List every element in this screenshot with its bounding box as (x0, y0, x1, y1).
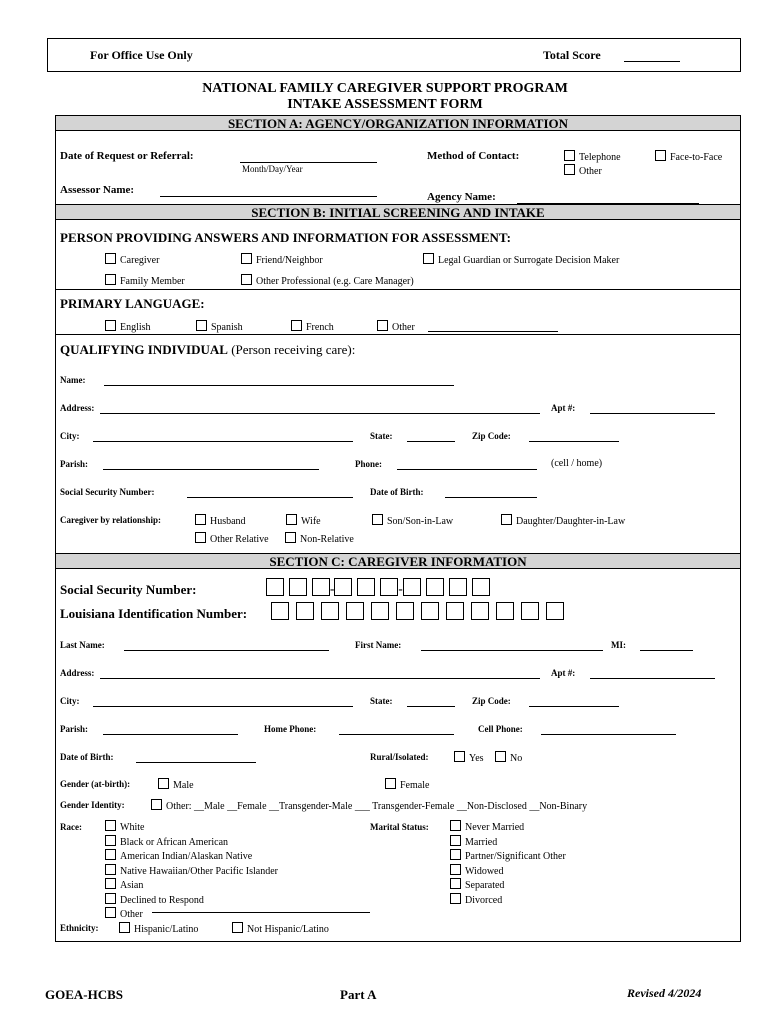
checkbox-icon[interactable] (196, 320, 207, 331)
checkbox-icon[interactable] (501, 514, 512, 525)
opt-family[interactable]: Family Member (105, 274, 185, 287)
checkbox-icon[interactable] (450, 835, 461, 846)
cg-parish-label: Parish: (60, 724, 88, 734)
race-option[interactable]: Declined to Respond (105, 893, 278, 908)
checkbox-icon[interactable] (241, 274, 252, 285)
cg-home-phone-label: Home Phone: (264, 724, 317, 734)
race-option[interactable]: Black or African American (105, 835, 278, 850)
cg-lid-boxes[interactable] (271, 602, 571, 622)
checkbox-icon[interactable] (241, 253, 252, 264)
rel-wife[interactable]: Wife (286, 514, 321, 527)
footer-part: Part A (340, 987, 377, 1002)
cg-home-phone-field[interactable] (339, 734, 454, 735)
marital-option[interactable]: Divorced (450, 893, 566, 908)
checkbox-icon[interactable] (195, 532, 206, 543)
checkbox-icon[interactable] (105, 864, 116, 875)
cg-apt-label: Apt #: (551, 668, 576, 678)
gender-male[interactable]: Male (158, 778, 194, 791)
cg-ssn-label: Social Security Number: (60, 582, 197, 597)
gender-identity-options[interactable]: Other: __Male __Female __Transgender-Male ___ Transgender-Female __Non-Disclosed __Non-Binary (151, 799, 587, 812)
qi-parish-label: Parish: (60, 459, 88, 469)
qi-name-field[interactable] (104, 385, 454, 386)
qi-apt-label: Apt #: (551, 403, 576, 413)
marital-option[interactable]: Partner/Significant Other (450, 849, 566, 864)
checkbox-icon[interactable] (377, 320, 388, 331)
cg-dob-label: Date of Birth: (60, 752, 114, 762)
cg-rural-label: Rural/Isolated: (370, 752, 429, 762)
race-label: Race: (60, 822, 82, 832)
opt-other-professional[interactable]: Other Professional (e.g. Care Manager) (241, 274, 414, 287)
rel-son[interactable]: Son/Son-in-Law (372, 514, 453, 527)
qi-city-field[interactable] (93, 441, 353, 442)
cg-state-label: State: (370, 696, 393, 706)
cg-lid-label: Louisiana Identification Number: (60, 606, 248, 621)
qi-ssn-field[interactable] (187, 497, 353, 498)
rel-daughter[interactable]: Daughter/Daughter-in-Law (501, 514, 625, 527)
qualifying-heading: QUALIFYING INDIVIDUAL (Person receiving care): (60, 342, 356, 357)
qi-name-label: Name: (60, 375, 86, 385)
ethnicity-not-hispanic[interactable]: Not Hispanic/Latino (232, 922, 329, 935)
cg-cell-phone-label: Cell Phone: (478, 724, 523, 734)
qi-address-label: Address: (60, 403, 95, 413)
checkbox-icon[interactable] (105, 835, 116, 846)
lang-other-field[interactable] (428, 331, 558, 332)
cg-state-field[interactable] (407, 706, 455, 707)
section-b-header: SECTION B: INITIAL SCREENING AND INTAKE (55, 204, 741, 220)
checkbox-icon[interactable] (564, 164, 575, 175)
cg-address-field[interactable] (100, 678, 540, 679)
date-request-label: Date of Request or Referral: (60, 150, 194, 162)
relationship-label: Caregiver by relationship: (60, 515, 161, 525)
rural-no[interactable]: No (495, 751, 522, 764)
method-other[interactable]: Other (564, 164, 602, 177)
checkbox-icon[interactable] (158, 778, 169, 789)
qi-zip-field[interactable] (529, 441, 619, 442)
marital-list (450, 820, 566, 907)
lang-english[interactable]: English (105, 320, 151, 333)
footer-revised: Revised 4/2024 (627, 986, 702, 1000)
date-hint: Month/Day/Year (242, 164, 303, 174)
qi-dob-field[interactable] (445, 497, 537, 498)
checkbox-icon[interactable] (564, 150, 575, 161)
race-option[interactable]: White (105, 820, 278, 835)
checkbox-icon[interactable] (195, 514, 206, 525)
qi-state-field[interactable] (407, 441, 455, 442)
lang-other[interactable]: Other (377, 320, 415, 333)
rural-yes[interactable]: Yes (454, 751, 484, 764)
cg-zip-label: Zip Code: (472, 696, 511, 706)
checkbox-icon[interactable] (105, 849, 116, 860)
form-subtitle: INTAKE ASSESSMENT FORM (287, 97, 483, 112)
opt-guardian[interactable]: Legal Guardian or Surrogate Decision Maker (423, 253, 619, 266)
ethnicity-label: Ethnicity: (60, 923, 99, 933)
qi-zip-label: Zip Code: (472, 431, 511, 441)
qi-ssn-label: Social Security Number: (60, 487, 155, 497)
qi-dob-label: Date of Birth: (370, 487, 424, 497)
cg-city-label: City: (60, 696, 80, 706)
cg-last-field[interactable] (124, 650, 329, 651)
checkbox-icon[interactable] (450, 893, 461, 904)
checkbox-icon[interactable] (385, 778, 396, 789)
checkbox-icon[interactable] (105, 907, 116, 918)
cg-first-field[interactable] (421, 650, 603, 651)
qi-phone-field[interactable] (397, 469, 537, 470)
race-option[interactable]: American Indian/Alaskan Native (105, 849, 278, 864)
checkbox-icon[interactable] (105, 820, 116, 831)
qi-address-field[interactable] (100, 413, 540, 414)
gender-birth-label: Gender (at-birth): (60, 779, 131, 789)
qi-apt-field[interactable] (590, 413, 715, 414)
race-option[interactable]: Other (105, 907, 278, 922)
cg-last-label: Last Name: (60, 640, 105, 650)
cg-city-field[interactable] (93, 706, 353, 707)
total-score-label: Total Score (543, 48, 601, 62)
cg-ssn-boxes[interactable]: - - (266, 578, 490, 598)
cg-address-label: Address: (60, 668, 95, 678)
method-telephone[interactable]: Telephone (564, 150, 621, 163)
race-option[interactable]: Asian (105, 878, 278, 893)
assessor-label: Assessor Name: (60, 184, 135, 196)
checkbox-icon[interactable] (291, 320, 302, 331)
cg-first-label: First Name: (355, 640, 402, 650)
checkbox-icon[interactable] (450, 820, 461, 831)
checkbox-icon[interactable] (450, 849, 461, 860)
checkbox-icon[interactable] (450, 864, 461, 875)
checkbox-icon[interactable] (454, 751, 465, 762)
qi-phone-label: Phone: (355, 459, 382, 469)
qi-state-label: State: (370, 431, 393, 441)
checkbox-icon[interactable] (105, 274, 116, 285)
checkbox-icon[interactable] (286, 514, 297, 525)
method-face-to-face[interactable]: Face-to-Face (655, 150, 722, 163)
qi-parish-field[interactable] (103, 469, 319, 470)
total-score-field[interactable] (624, 61, 680, 62)
person-providing-heading: PERSON PROVIDING ANSWERS AND INFORMATION FOR ASSESSMENT: (60, 230, 511, 245)
method-contact-label: Method of Contact: (427, 150, 520, 162)
cg-parish-field[interactable] (103, 734, 238, 735)
section-c-header: SECTION C: CAREGIVER INFORMATION (55, 553, 741, 569)
opt-caregiver[interactable]: Caregiver (105, 253, 159, 266)
checkbox-icon[interactable] (119, 922, 130, 933)
checkbox-icon[interactable] (495, 751, 506, 762)
gender-identity-label: Gender Identity: (60, 800, 125, 810)
qi-city-label: City: (60, 431, 80, 441)
race-list (105, 820, 278, 922)
lang-french[interactable]: French (291, 320, 334, 333)
rel-non-relative[interactable]: Non-Relative (285, 532, 354, 545)
marital-option[interactable]: Separated (450, 878, 566, 893)
marital-option[interactable]: Married (450, 835, 566, 850)
rel-other-relative[interactable]: Other Relative (195, 532, 269, 545)
opt-friend[interactable]: Friend/Neighbor (241, 253, 323, 266)
checkbox-icon[interactable] (423, 253, 434, 264)
cg-dob-field[interactable] (136, 762, 256, 763)
ethnicity-hispanic[interactable]: Hispanic/Latino (119, 922, 198, 935)
race-other-field[interactable] (152, 912, 370, 913)
cg-zip-field[interactable] (529, 706, 619, 707)
language-heading: PRIMARY LANGUAGE: (60, 296, 205, 311)
checkbox-icon[interactable] (372, 514, 383, 525)
cg-cell-phone-field[interactable] (541, 734, 676, 735)
checkbox-icon[interactable] (232, 922, 243, 933)
checkbox-icon[interactable] (285, 532, 296, 543)
checkbox-icon[interactable] (151, 799, 162, 810)
date-request-field[interactable] (240, 162, 377, 163)
rel-husband[interactable]: Husband (195, 514, 246, 527)
form-title: NATIONAL FAMILY CAREGIVER SUPPORT PROGRAM (202, 81, 568, 96)
race-option[interactable]: Native Hawaiian/Other Pacific Islander (105, 864, 278, 879)
marital-label: Marital Status: (370, 822, 429, 832)
cg-mi-label: MI: (611, 640, 626, 650)
checkbox-icon[interactable] (655, 150, 666, 161)
marital-option[interactable]: Widowed (450, 864, 566, 879)
qi-cell-home: (cell / home) (551, 458, 603, 469)
cg-mi-field[interactable] (640, 650, 693, 651)
office-use-label: For Office Use Only (90, 48, 193, 62)
section-a-header: SECTION A: AGENCY/ORGANIZATION INFORMATION (55, 115, 741, 131)
checkbox-icon[interactable] (450, 878, 461, 889)
assessor-field[interactable] (160, 196, 377, 197)
checkbox-icon[interactable] (105, 878, 116, 889)
agency-label: Agency Name: (427, 191, 496, 203)
cg-apt-field[interactable] (590, 678, 715, 679)
checkbox-icon[interactable] (105, 893, 116, 904)
checkbox-icon[interactable] (105, 320, 116, 331)
footer-form-code: GOEA-HCBS (45, 987, 124, 1002)
marital-option[interactable]: Never Married (450, 820, 566, 835)
checkbox-icon[interactable] (105, 253, 116, 264)
lang-spanish[interactable]: Spanish (196, 320, 243, 333)
gender-female[interactable]: Female (385, 778, 429, 791)
